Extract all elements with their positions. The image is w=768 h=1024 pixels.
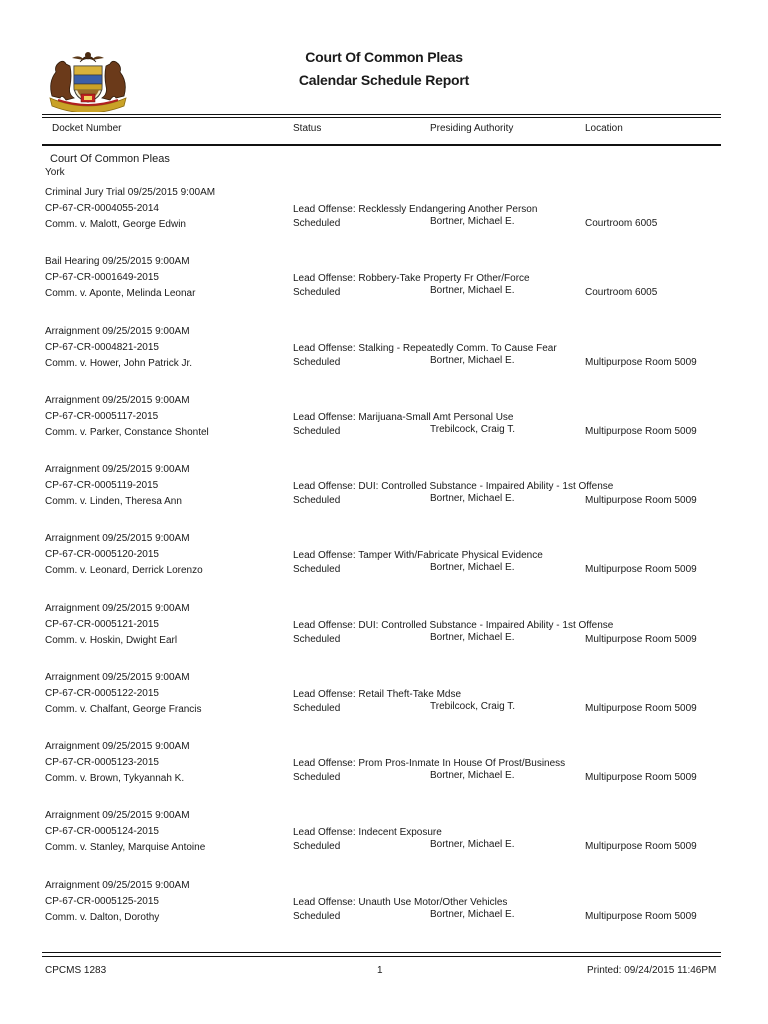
case-docket-number: CP-67-CR-0005120-2015 (45, 549, 159, 561)
case-hearing: Arraignment 09/25/2015 9:00AM (45, 810, 190, 822)
column-header-docket: Docket Number (52, 123, 122, 134)
case-status: Scheduled (293, 495, 341, 506)
case-entry (0, 326, 768, 395)
case-status: Scheduled (293, 218, 341, 229)
column-header-status: Status (293, 123, 322, 134)
case-entry (0, 880, 768, 949)
case-status: Scheduled (293, 287, 341, 299)
case-lead-offense: Lead Offense: Retail Theft-Take Mdse (293, 688, 462, 700)
case-location: Courtroom 6005 (585, 287, 658, 299)
case-location: Multipurpose Room 5009 (585, 772, 697, 783)
case-presiding-authority: Bortner, Michael E. (430, 562, 515, 574)
case-caption: Comm. v. Hoskin, Dwight Earl (45, 634, 178, 646)
case-list (0, 187, 768, 949)
case-entry (0, 603, 768, 672)
footer-rule-top (42, 952, 721, 953)
case-lead-offense: Lead Offense: Unauth Use Motor/Other Vehicles (293, 896, 508, 908)
case-status: Scheduled (293, 841, 341, 853)
case-lead-offense: Lead Offense: Marijuana-Small Amt Personal Use (293, 411, 514, 423)
case-location: Multipurpose Room 5009 (585, 425, 697, 437)
case-location: Multipurpose Room 5009 (585, 356, 697, 368)
case-status: Scheduled (293, 910, 341, 922)
column-header-location: Location (585, 123, 623, 134)
footer-printed-timestamp: Printed: 09/24/2015 11:46PM (587, 965, 717, 976)
case-hearing: Arraignment 09/25/2015 9:00AM (45, 464, 190, 475)
case-docket-number: CP-67-CR-0005123-2015 (45, 757, 159, 768)
case-hearing: Arraignment 09/25/2015 9:00AM (45, 533, 190, 545)
case-status: Scheduled (293, 425, 341, 437)
case-entry (0, 464, 768, 533)
case-presiding-authority: Bortner, Michael E. (430, 216, 515, 227)
case-caption: Comm. v. Stanley, Marquise Antoine (45, 842, 206, 854)
case-presiding-authority: Bortner, Michael E. (430, 285, 515, 297)
footer-form-id: CPCMS 1283 (45, 965, 107, 976)
case-docket-number: CP-67-CR-0005124-2015 (45, 826, 159, 838)
case-location: Multipurpose Room 5009 (585, 633, 697, 645)
case-hearing: Criminal Jury Trial 09/25/2015 9:00AM (45, 187, 216, 198)
case-entry (0, 395, 768, 464)
case-location: Multipurpose Room 5009 (585, 841, 697, 853)
case-lead-offense: Lead Offense: DUI: Controlled Substance - Impaired Ability - 1st Offense (293, 481, 614, 492)
case-hearing: Arraignment 09/25/2015 9:00AM (45, 879, 190, 891)
case-entry (0, 533, 768, 602)
case-caption: Comm. v. Parker, Constance Shontel (45, 426, 209, 438)
case-docket-number: CP-67-CR-0004821-2015 (45, 341, 159, 353)
column-header-authority: Presiding Authority (430, 123, 514, 134)
case-lead-offense: Lead Offense: Robbery-Take Property Fr Other/Force (293, 273, 530, 285)
case-location: Multipurpose Room 5009 (585, 495, 697, 506)
header-rule-top-2 (42, 117, 721, 118)
case-lead-offense: Lead Offense: Prom Pros-Inmate In House Of Prost/Business (293, 758, 566, 769)
case-entry (0, 187, 768, 256)
case-caption: Comm. v. Chalfant, George Francis (45, 703, 202, 715)
case-docket-number: CP-67-CR-0005119-2015 (45, 480, 159, 491)
case-lead-offense: Lead Offense: Indecent Exposure (293, 827, 442, 839)
case-lead-offense: Lead Offense: Stalking - Repeatedly Comm. To Cause Fear (293, 342, 557, 354)
case-location: Courtroom 6005 (585, 218, 658, 229)
case-hearing: Arraignment 09/25/2015 9:00AM (45, 671, 190, 683)
case-hearing: Arraignment 09/25/2015 9:00AM (45, 394, 190, 406)
case-status: Scheduled (293, 702, 341, 714)
case-hearing: Arraignment 09/25/2015 9:00AM (45, 741, 190, 752)
case-docket-number: CP-67-CR-0005125-2015 (45, 895, 159, 907)
case-hearing: Arraignment 09/25/2015 9:00AM (45, 602, 190, 614)
case-presiding-authority: Bortner, Michael E. (430, 354, 515, 366)
case-entry (0, 672, 768, 741)
report-title: Court Of Common Pleas (305, 49, 463, 65)
case-entry (0, 810, 768, 879)
case-caption: Comm. v. Hower, John Patrick Jr. (45, 357, 193, 369)
case-location: Multipurpose Room 5009 (585, 910, 697, 922)
case-presiding-authority: Bortner, Michael E. (430, 908, 515, 920)
case-lead-offense: Lead Offense: Recklessly Endangering Another Person (293, 204, 538, 215)
case-presiding-authority: Trebilcock, Craig T. (430, 423, 516, 435)
case-lead-offense: Lead Offense: DUI: Controlled Substance - Impaired Ability - 1st Offense (293, 619, 614, 631)
case-presiding-authority: Bortner, Michael E. (430, 770, 515, 781)
case-presiding-authority: Bortner, Michael E. (430, 631, 515, 643)
case-presiding-authority: Trebilcock, Craig T. (430, 700, 516, 712)
case-caption: Comm. v. Linden, Theresa Ann (45, 496, 182, 507)
case-location: Multipurpose Room 5009 (585, 564, 697, 576)
state-seal-logo (44, 46, 132, 112)
case-caption: Comm. v. Leonard, Derrick Lorenzo (45, 565, 203, 577)
report-title-block (250, 46, 518, 92)
header-rule-top (42, 114, 721, 115)
case-docket-number: CP-67-CR-0005117-2015 (45, 410, 159, 422)
case-docket-number: CP-67-CR-0001649-2015 (45, 272, 159, 284)
case-caption: Comm. v. Brown, Tykyannah K. (45, 773, 185, 784)
case-docket-number: CP-67-CR-0005122-2015 (45, 687, 159, 699)
case-entry (0, 256, 768, 325)
case-hearing: Arraignment 09/25/2015 9:00AM (45, 325, 190, 337)
case-docket-number: CP-67-CR-0005121-2015 (45, 618, 159, 630)
column-header-rule (42, 144, 721, 146)
case-status: Scheduled (293, 772, 341, 783)
footer-page-number: 1 (377, 965, 383, 976)
court-county: York (45, 167, 65, 178)
court-name: Court Of Common Pleas (50, 153, 170, 165)
case-status: Scheduled (293, 564, 341, 576)
case-caption: Comm. v. Malott, George Edwin (45, 219, 186, 230)
case-docket-number: CP-67-CR-0004055-2014 (45, 203, 159, 214)
case-presiding-authority: Bortner, Michael E. (430, 493, 515, 504)
footer-rule-bottom (42, 956, 721, 957)
case-status: Scheduled (293, 633, 341, 645)
case-status: Scheduled (293, 356, 341, 368)
case-presiding-authority: Bortner, Michael E. (430, 839, 515, 851)
report-subtitle: Calendar Schedule Report (298, 72, 470, 88)
case-entry (0, 741, 768, 810)
case-location: Multipurpose Room 5009 (585, 702, 697, 714)
case-hearing: Bail Hearing 09/25/2015 9:00AM (45, 256, 190, 268)
case-caption: Comm. v. Aponte, Melinda Leonar (45, 288, 196, 300)
case-lead-offense: Lead Offense: Tamper With/Fabricate Physical Evidence (293, 550, 543, 562)
case-caption: Comm. v. Dalton, Dorothy (45, 911, 160, 923)
